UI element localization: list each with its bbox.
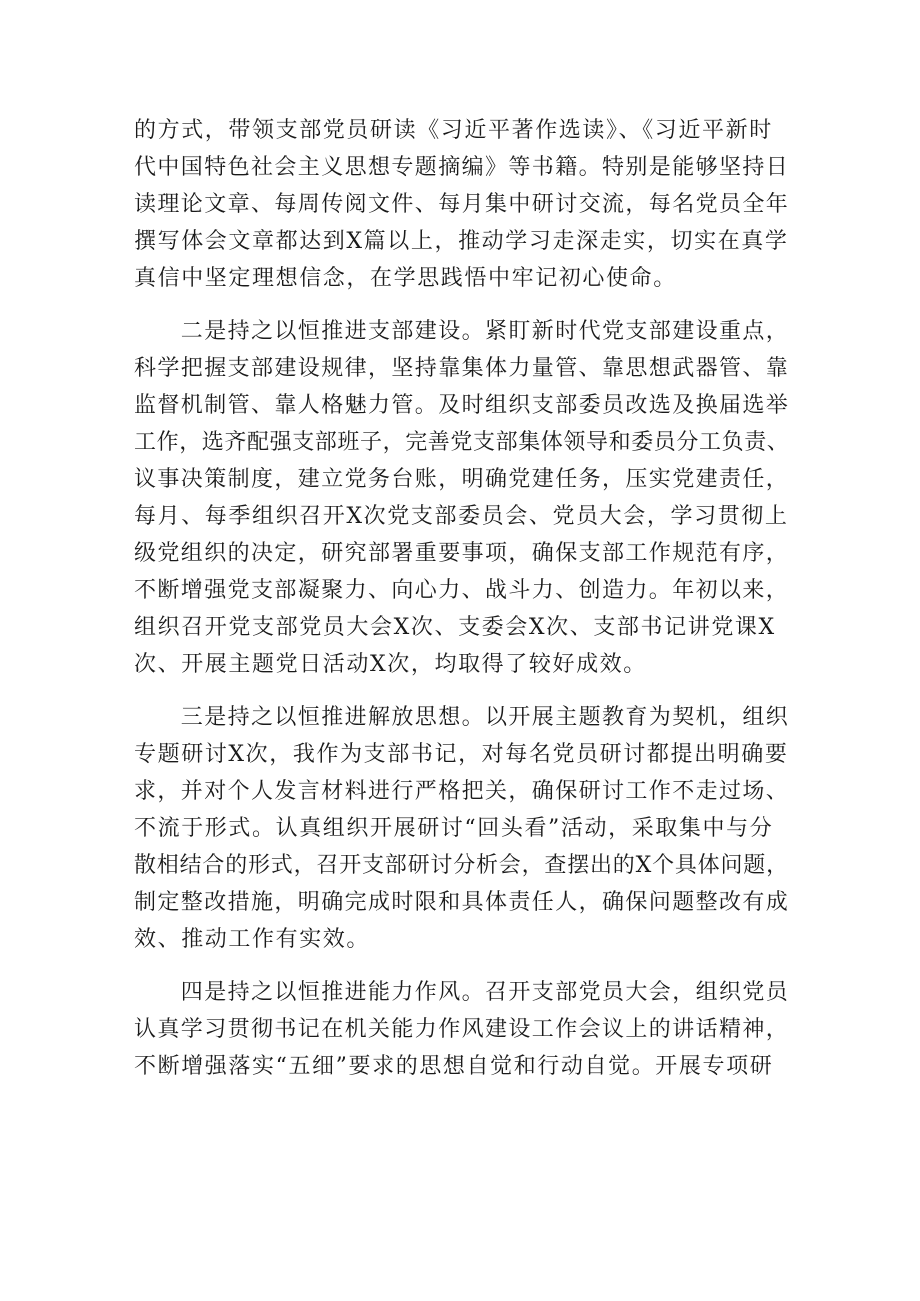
paragraph-branch-building: [134, 313, 794, 683]
paragraph-study: [134, 112, 794, 297]
text-line: 的方式，带领支部党员研读《习近平著作选读》、《习近平新时: [134, 118, 773, 143]
text-line: 制定整改措施，明确完成时限和具体责任人，确保问题整改有成: [134, 890, 790, 915]
text-line: 认真学习贯彻书记在机关能力作风建设工作会议上的讲话精神，: [134, 1017, 790, 1042]
text-line: 二是持之以恒推进支部建设。紧盯新时代党支部建设重点，: [134, 319, 790, 344]
text-line: 议事决策制度，建立党务台账，明确党建任务，压实党建责任，: [134, 467, 790, 492]
text-line: 专题研讨X次，我作为支部书记，对每名党员研讨都提出明确要: [134, 742, 789, 767]
text-line: 不断增强落实“五细”要求的思想自觉和行动自觉。开展专项研: [134, 1054, 774, 1079]
text-line: 读理论文章、每周传阅文件、每月集中研讨交流，每名党员全年: [134, 192, 790, 217]
text-line: 组织召开党支部党员大会X次、支委会X次、支部书记讲党课X: [134, 615, 776, 640]
paragraph-gap: [134, 683, 794, 699]
text-line: 真信中坚定理想信念，在学思践悟中牢记初心使命。: [134, 266, 677, 291]
text-line: 三是持之以恒推进解放思想。以开展主题教育为契机，组织: [134, 705, 790, 730]
text-line: 求，并对个人发言材料进行严格把关，确保研讨工作不走过场、: [134, 779, 790, 804]
paragraph-emancipating-minds: [134, 699, 794, 958]
text-line: 四是持之以恒推进能力作风。召开支部党员大会，组织党员: [134, 980, 790, 1005]
text-line: 次、开展主题党日活动X次，均取得了较好成效。: [134, 652, 647, 677]
document-body: [134, 112, 794, 1085]
text-line: 代中国特色社会主义思想专题摘编》等书籍。特别是能够坚持日: [134, 155, 790, 180]
text-line: 不流于形式。认真组织开展研讨“回头看”活动，采取集中与分: [134, 816, 774, 841]
paragraph-gap: [134, 958, 794, 974]
paragraph-capability-style: [134, 974, 794, 1085]
text-line: 效、推动工作有实效。: [134, 927, 371, 952]
text-line: 级党组织的决定，研究部署重要事项，确保支部工作规范有序，: [134, 541, 790, 566]
text-line: 科学把握支部建设规律，坚持靠集体力量管、靠思想武器管、靠: [134, 356, 790, 381]
text-line: 每月、每季组织召开X次党支部委员会、党员大会，学习贯彻上: [134, 504, 789, 529]
paragraph-gap: [134, 297, 794, 313]
text-line: 撰写体会文章都达到X篇以上，推动学习走深走实，切实在真学: [134, 229, 789, 254]
text-line: 不断增强党支部凝聚力、向心力、战斗力、创造力。年初以来，: [134, 578, 790, 603]
text-line: 散相结合的形式，召开支部研讨分析会，查摆出的X个具体问题，: [134, 853, 789, 878]
text-line: 工作，选齐配强支部班子，完善党支部集体领导和委员分工负责、: [134, 430, 790, 455]
text-line: 监督机制管、靠人格魅力管。及时组织支部委员改选及换届选举: [134, 393, 790, 418]
